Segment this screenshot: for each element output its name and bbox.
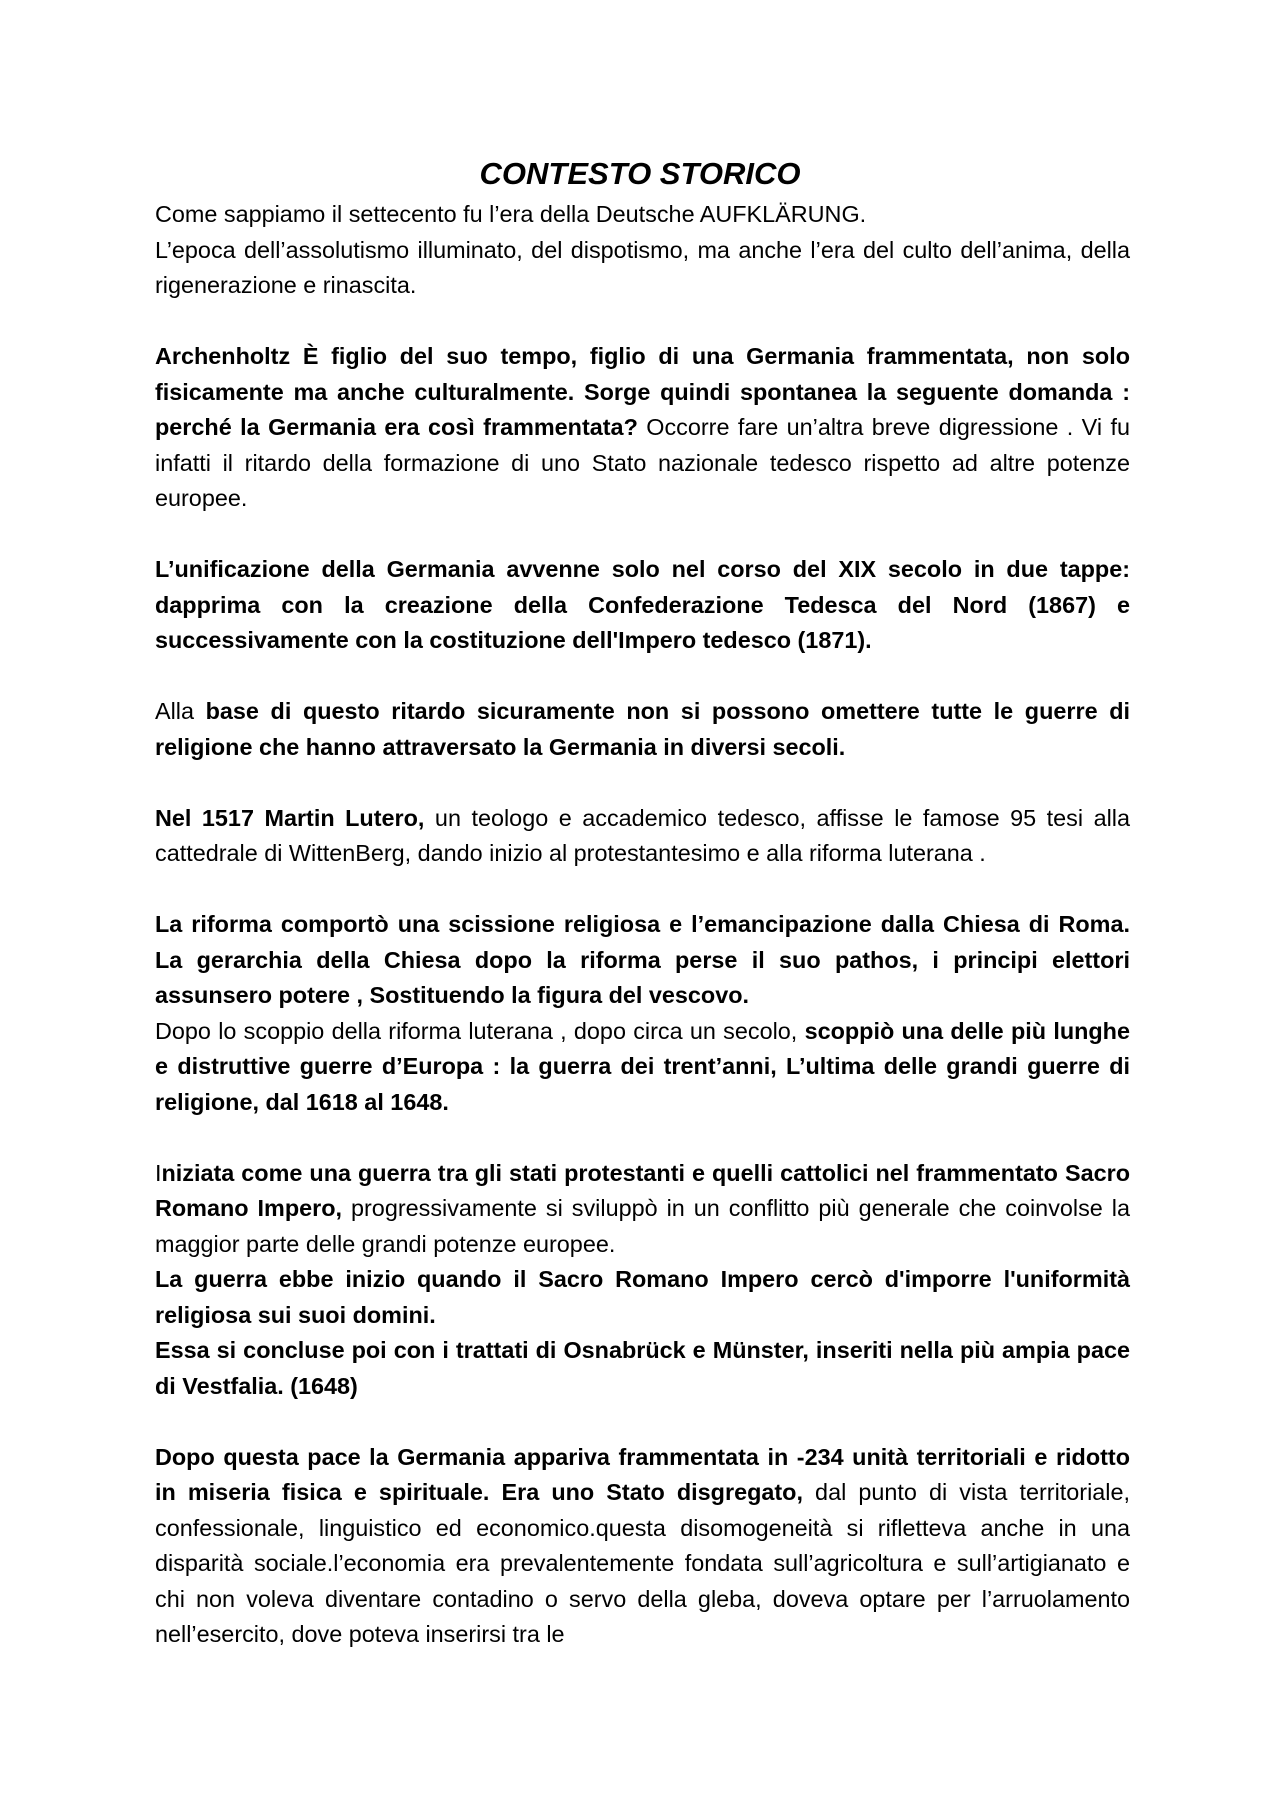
- bold-text-run: La guerra ebbe inizio quando il Sacro Romano Impero cercò d'imporre l'uniformità religiosa sui suoi domini.: [155, 1266, 1130, 1328]
- paragraph: [155, 1014, 1130, 1121]
- paragraph: [155, 1440, 1130, 1653]
- bold-text-run: scoppiò una delle più lunghe e distruttive guerre d’Europa : la guerra dei trent’anni, L’ultima delle grandi guerre di religione, dal 1618 al 1648.: [155, 1017, 1130, 1115]
- paragraph: [155, 1262, 1130, 1333]
- bold-text-run: Dopo questa pace la Germania appariva frammentata in -234 unità territoriali e ridotto in miseria fisica e spirituale. Era uno Stato disgregato,: [155, 1443, 1130, 1505]
- text-run: un teologo e accademico tedesco, affisse le famose 95 tesi alla cattedrale di WittenBerg, dando inizio al protestantesimo e alla riforma luterana .: [155, 804, 1130, 866]
- paragraph: [155, 1156, 1130, 1263]
- bold-text-run: L’unificazione della Germania avvenne solo nel corso del XIX secolo in due tappe: dapprima con la creazione della Confederazione Tedesca del Nord (1867) e successivamente con la costituzione dell'Impero tedesco (1871).: [155, 556, 1130, 653]
- text-run: Occorre fare un’altra breve digressione . Vi fu infatti il ritardo della formazione di uno Stato nazionale tedesco rispetto ad altre potenze europee.: [155, 414, 1130, 511]
- paragraph: [155, 907, 1130, 1014]
- paragraph: [155, 339, 1130, 517]
- bold-text-run: Archenholtz È figlio del suo tempo, figlio di una Germania frammentata, non solo fisicamente ma anche culturalmente. Sorge quindi spontanea la seguente domanda : perché la Germania era così frammentata?: [155, 343, 1130, 440]
- text-run: Alla: [155, 698, 206, 724]
- text-run: dal punto di vista territoriale, confessionale, linguistico ed economico.questa disomogeneità si rifletteva anche in una disparità sociale.l’economia era prevalentemente fondata sull’agricoltura e sull’artigianato e chi non voleva diventare contadino o servo della gleba, doveva optare per l’arruolamento nell’esercito, dove poteva inserirsi tra le: [155, 1479, 1130, 1647]
- bold-text-run: Nel 1517 Martin Lutero,: [155, 804, 425, 831]
- paragraph: [155, 694, 1130, 765]
- document-body: [155, 197, 1130, 1653]
- text-run: Dopo lo scoppio della riforma luterana , dopo circa un secolo,: [155, 1017, 805, 1044]
- bold-text-run: La riforma comportò una scissione religiosa e l’emancipazione dalla Chiesa di Roma. La gerarchia della Chiesa dopo la riforma perse il suo pathos, i principi elettori assunsero potere , Sostituendo la figura del vescovo.: [155, 911, 1130, 1008]
- page-title: CONTESTO STORICO: [479, 156, 801, 191]
- paragraph: [155, 801, 1130, 872]
- text-run: L’epoca dell’assolutismo illuminato, del dispotismo, ma anche l’era del culto dell’anima, della rigenerazione e rinascita.: [155, 236, 1130, 298]
- paragraph: [155, 233, 1130, 304]
- paragraph: [155, 197, 1130, 233]
- paragraph: [155, 1333, 1130, 1404]
- text-run: I: [155, 1159, 162, 1186]
- paragraph: [155, 552, 1130, 659]
- bold-text-run: Essa si concluse poi con i trattati di Osnabrück e Münster, inseriti nella più ampia pace di Vestfalia. (1648): [155, 1337, 1130, 1399]
- bold-text-run: niziata come una guerra tra gli stati protestanti e quelli cattolici nel frammentato Sacro Romano Impero,: [155, 1159, 1130, 1221]
- text-run: progressivamente si sviluppò in un conflitto più generale che coinvolse la maggior parte delle grandi potenze europee.: [155, 1195, 1130, 1257]
- text-run: Come sappiamo il settecento fu l’era della Deutsche AUFKLÄRUNG.: [155, 201, 867, 227]
- bold-text-run: base di questo ritardo sicuramente non si possono omettere tutte le guerre di religione che hanno attraversato la Germania in diversi secoli.: [155, 698, 1130, 760]
